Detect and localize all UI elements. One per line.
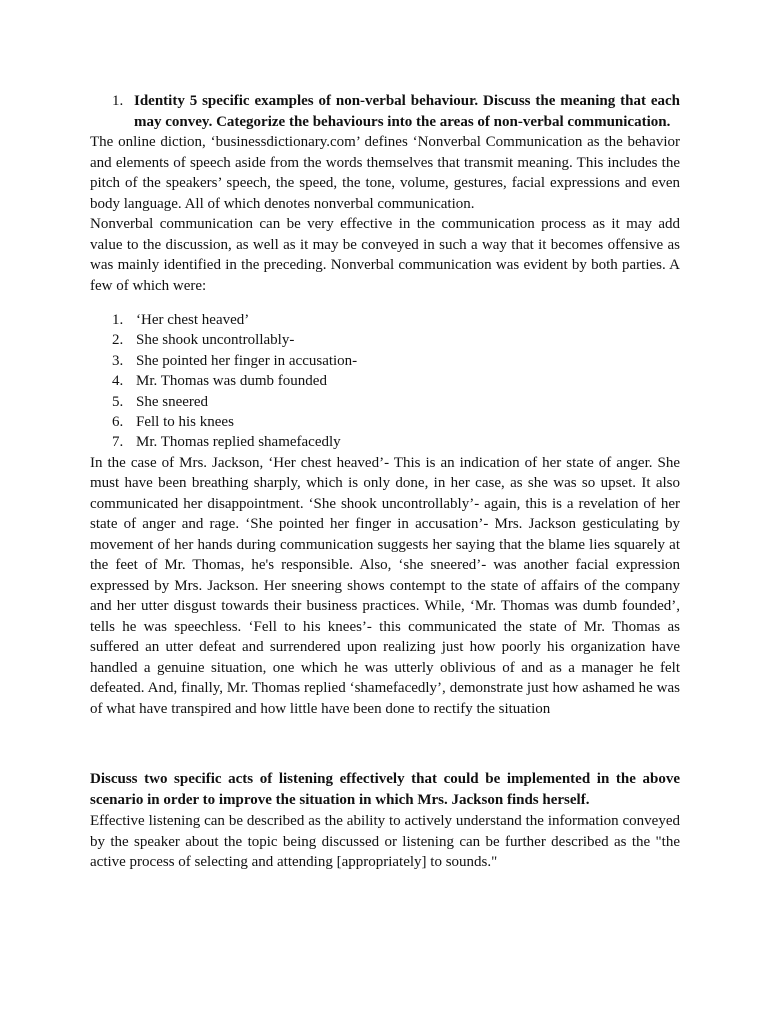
behaviour-list (90, 310, 680, 453)
list-item-text: She sneered (136, 393, 209, 410)
list-item-number: 3. (112, 352, 124, 369)
list-item (90, 371, 680, 391)
list-item-text: She shook uncontrollably- (136, 332, 295, 349)
list-item (90, 392, 680, 412)
list-item-number: 2. (112, 332, 124, 349)
question-1-text: Identity 5 specific examples of non-verbal behaviour. Discuss the meaning that each may convey. Categorize the behaviours into the areas of non-verbal communication. (134, 93, 680, 130)
question-2-heading: Discuss two specific acts of listening effectively that could be implemented in the above scenario in order to improve the situation in which Mrs. Jackson finds herself. (90, 771, 680, 809)
list-item (90, 412, 680, 432)
list-item-number: 5. (112, 393, 124, 410)
list-item-text: Fell to his knees (136, 414, 234, 431)
paragraph-analysis: In the case of Mrs. Jackson, ‘Her chest heaved’- This is an indication of her state of anger. She must have been breathing sharply, which is only done, in her case, as she was so upset. It also communicated her disappointment. ‘She shook uncontrollably’- again, this is a revelation of her state of anger and rage. ‘She pointed her finger in accusation’- Mrs. Jackson gesticulating by movement of her hands during communication suggests her saying that the blame lies squarely at the feet of Mr. Thomas, he's responsible. Also, ‘she sneered’- was another facial expression expressed by Mrs. Jackson. Her sneering shows contempt to the state of affairs of the company and her utter disgust towards their business practices. While, ‘Mr. Thomas was dumb founded’, tells he was speechless. ‘Fell to his knees’- this communicated the state of Mr. Thomas as suffered an utter defeat and surrendered upon realizing just how poorly his organization have handled a genuine situation, one which he was utterly oblivious of and as a manager he felt defeated. And, finally, Mr. Thomas replied ‘shamefacedly’, demonstrate just how ashamed he was of what have transpired and how little have been done to rectify the situation (90, 454, 680, 717)
question-1 (90, 91, 680, 132)
list-item-number: 6. (112, 414, 124, 431)
list-item-text: Mr. Thomas replied shamefacedly (136, 434, 341, 451)
list-item-number: 1. (112, 312, 124, 328)
list-item (90, 310, 680, 330)
list-item-text: ‘Her chest heaved’ (136, 312, 250, 328)
list-item (90, 351, 680, 371)
question-1-number: 1. (112, 93, 124, 109)
list-item (90, 432, 680, 452)
list-item-text: Mr. Thomas was dumb founded (136, 373, 327, 390)
list-item-number: 7. (112, 434, 124, 451)
paragraph-effectiveness: Nonverbal communication can be very effective in the communication process as it may add value to the discussion, as well as it may be conveyed in such a way that it becomes offensive as was mainly identified in the preceding. Nonverbal communication was evident by both parties. A few of which were: (90, 216, 680, 294)
paragraph-effective-listening: Effective listening can be described as the ability to actively understand the information conveyed by the speaker about the topic being discussed or listening can be further described as the "the active process of selecting and attending [appropriately] to sounds." (90, 813, 680, 871)
paragraph-definition: The online diction, ‘businessdictionary.com’ defines ‘Nonverbal Communication as the behavior and elements of speech aside from the words themselves that transmit meaning. This includes the pitch of the speakers’ speech, the speed, the tone, volume, gestures, facial expressions and even body language. All of which denotes nonverbal communication. (90, 134, 680, 212)
list-item-number: 4. (112, 373, 124, 390)
list-item (90, 330, 680, 350)
list-item-text: She pointed her finger in accusation- (136, 352, 358, 369)
